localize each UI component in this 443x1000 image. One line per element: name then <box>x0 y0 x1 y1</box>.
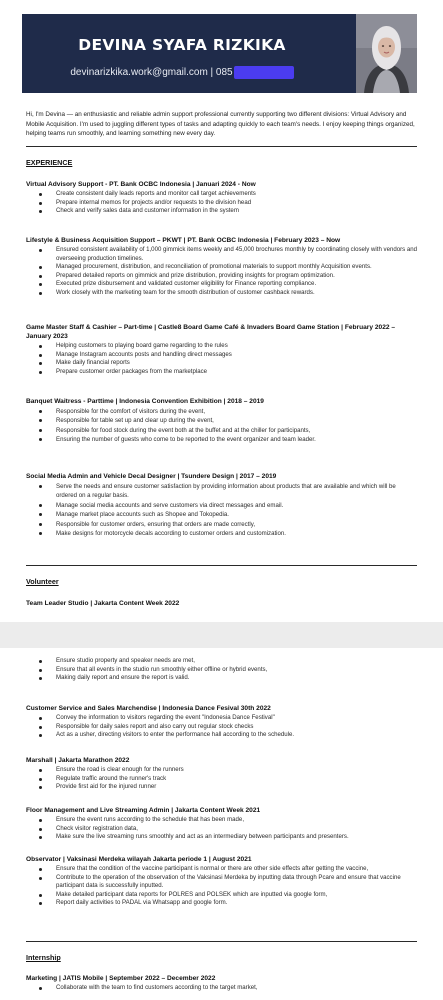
bullet-item: Responsible for food stock during the event both at the buffet and at the chiller for participants, <box>26 426 418 435</box>
bullet-item: Manage social media accounts and serve customers via direct messages and email. <box>26 501 418 510</box>
bullet-item: Regulate traffic around the runner's track <box>26 775 418 784</box>
volunteer-role-4 <box>26 806 418 842</box>
bullet-item: Create consistent daily leads reports and monitor call target achievements <box>26 190 418 199</box>
contact-text: devinarizkika.work@gmail.com | 085 <box>70 67 233 79</box>
job-bullets <box>26 816 418 842</box>
resume-header <box>22 14 417 93</box>
bullet-item: Ensure studio property and speaker needs are met, <box>26 657 418 666</box>
bullet-item: Report daily activities to PADAL via Whatsapp and google form. <box>26 899 418 908</box>
bullet-item: Ensure the event runs according to the schedule that has been made, <box>26 816 418 825</box>
bullet-item: Responsible for table set up and clear up during the event, <box>26 416 418 425</box>
job-bullets <box>26 657 418 683</box>
contact-line <box>22 66 342 79</box>
job-bullets <box>26 714 418 740</box>
job-bullets <box>26 766 418 792</box>
bullet-item: Serve the needs and ensure customer satisfaction by providing information about products that are available and which will be ordered on a regular basis. <box>26 482 418 501</box>
job-title: Marketing | JATIS Mobile | September 2022 – December 2022 <box>26 975 216 982</box>
bullet-item: Executed prize disbursement and validated customer eligibility for Finance reporting compliance. <box>26 280 418 289</box>
job-bullets <box>26 482 418 538</box>
job-title: Virtual Advisory Support - PT. Bank OCBC Indonesia | Januari 2024 - Now <box>26 181 256 188</box>
bullet-item: Making daily report and ensure the report is valid. <box>26 674 418 683</box>
bullet-item: Prepared detailed reports on gimmick and prize distribution, providing insights for program optimization. <box>26 272 418 281</box>
experience-job-5 <box>26 472 418 538</box>
section-title-internship: Internship <box>26 953 61 962</box>
job-bullets <box>26 407 418 445</box>
profile-summary: Hi, I'm Devina — an enthusiastic and reliable admin support professional currently supporting two different divisions: Virtual Advisory and Mobile Acquisition. I'm used to juggling different types of tasks and adapting quickly to each team's needs. I enjoy keeping things organized, helping teams run smoothly, and learning something new every day. <box>26 111 415 137</box>
bullet-item: Contribute to the operation of the observation of the Vaksinasi Merdeka by inputting data through Pcare and ensure that vaccine participant data is successfully inputted. <box>26 874 418 891</box>
bullet-item: Make detailed participant data reports for POLRES and POLSEK which are inputted via google form, <box>26 891 418 900</box>
bullet-item: Responsible for the comfort of visitors during the event, <box>26 407 418 416</box>
bullet-item: Make daily financial reports <box>26 359 418 368</box>
profile-photo-image <box>356 14 417 93</box>
divider-volunteer <box>26 941 417 942</box>
job-bullets <box>26 342 418 376</box>
job-title: Team Leader Studio | Jakarta Content Week 2022 <box>26 600 180 607</box>
job-bullets <box>26 984 418 993</box>
job-title: Customer Service and Sales Marchendise | Indonesia Dance Fesival 30th 2022 <box>26 705 271 712</box>
job-bullets <box>26 865 418 908</box>
job-title: Banquet Waitress - Parttime | Indonesia Convention Exhibition | 2018 – 2019 <box>26 398 264 405</box>
volunteer-role-2 <box>26 704 418 740</box>
job-title: Social Media Admin and Vehicle Decal Designer | Tsundere Design | 2017 – 2019 <box>26 473 277 480</box>
job-bullets <box>26 246 418 298</box>
experience-job-3 <box>26 323 418 376</box>
bullet-item: Ensure that all events in the studio run smoothly either offline or hybrid events, <box>26 666 418 675</box>
section-title-experience: EXPERIENCE <box>26 158 73 167</box>
bullet-item: Check and verify sales data and customer information in the system <box>26 207 418 216</box>
bullet-item: Collaborate with the team to find customers according to the target market, <box>26 984 418 993</box>
bullet-item: Make sure the live streaming runs smoothly and act as an intermediary between participants and presenters. <box>26 833 418 842</box>
bullet-item: Responsible for customer orders, ensuring that orders are made correctly, <box>26 520 418 529</box>
experience-job-1 <box>26 180 418 216</box>
experience-job-4 <box>26 397 418 445</box>
bullet-item: Make designs for motorcycle decals according to customer orders and customization. <box>26 529 418 538</box>
bullet-item: Ensured consistent availability of 1,000 gimmick items weekly and 45,000 brochures monthly by coordinating closely with vendors and overseeing production timelines. <box>26 246 418 263</box>
bullet-item: Ensure the road is clear enough for the runners <box>26 766 418 775</box>
bullet-item: Prepare internal memos for projects and/or requests to the division head <box>26 199 418 208</box>
profile-photo <box>356 14 417 93</box>
bullet-item: Manage Instagram accounts posts and handling direct messages <box>26 351 418 360</box>
bullet-item: Provide first aid for the injured runner <box>26 783 418 792</box>
volunteer-role-5 <box>26 855 418 908</box>
volunteer-role-first-continued <box>26 656 418 683</box>
section-title-volunteer: Volunteer <box>26 577 59 586</box>
job-title: Floor Management and Live Streaming Admin | Jakarta Content Week 2021 <box>26 807 261 814</box>
bullet-item: Managed procurement, distribution, and reconciliation of promotional materials to support monthly Acquisition events. <box>26 263 418 272</box>
volunteer-role-3 <box>26 756 418 792</box>
job-title: Marshall | Jakarta Marathon 2022 <box>26 757 130 764</box>
experience-job-2 <box>26 236 418 298</box>
job-title: Observator | Vaksinasi Merdeka wilayah Jakarta periode 1 | August 2021 <box>26 856 252 863</box>
redacted-phone <box>234 66 294 79</box>
bullet-item: Work closely with the marketing team for the smooth distribution of customer cashback rewards. <box>26 289 418 298</box>
page-break <box>0 622 443 648</box>
bullet-item: Ensure that the condition of the vaccine participant is normal or there are other side effects after getting the vaccine, <box>26 865 418 874</box>
divider-experience <box>26 565 417 566</box>
volunteer-role-first <box>26 599 418 608</box>
resume-page-2 <box>0 648 443 1000</box>
bullet-item: Manage market place accounts such as Shopee and Tokopedia. <box>26 510 418 519</box>
job-title: Game Master Staff & Cashier – Part-time | Castle8 Board Game Café & Invaders Board Game Station | February 2022 – January 2023 <box>26 324 396 340</box>
bullet-item: Helping customers to playing board game regarding to the rules <box>26 342 418 351</box>
bullet-item: Act as a usher, directing visitors to enter the performance hall according to the schedule. <box>26 731 418 740</box>
bullet-item: Responsible for daily sales report and also carry out regular stock checks <box>26 723 418 732</box>
divider-summary <box>26 146 417 147</box>
bullet-item: Ensuring the number of guests who come to be reported to the event organizer and team leader. <box>26 435 418 444</box>
job-bullets <box>26 190 418 216</box>
internship-role <box>26 974 418 993</box>
job-title: Lifestyle & Business Acquisition Support – PKWT | PT. Bank OCBC Indonesia | February 2023 – Now <box>26 237 341 244</box>
candidate-name: DEVINA SYAFA RIZKIKA <box>78 36 286 54</box>
bullet-item: Prepare customer order packages from the marketplace <box>26 368 418 377</box>
bullet-item: Check visitor registration data, <box>26 825 418 834</box>
bullet-item: Convey the information to visitors regarding the event "Indonesia Dance Festival" <box>26 714 418 723</box>
